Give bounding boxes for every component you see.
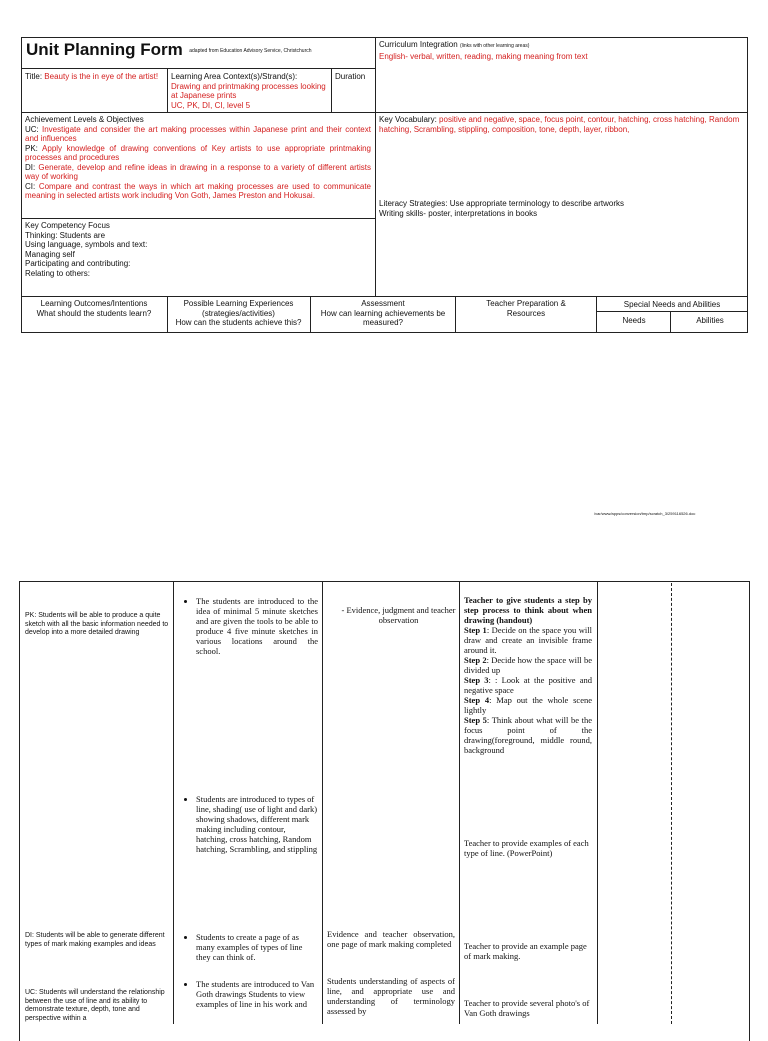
ci-text: Compare and contrast the ways in which art making processes are used to communicate meaning in selected artists work including Von Goth, James Preston and Hokusai.	[25, 181, 371, 200]
form-special-line	[596, 311, 748, 312]
header-special: Special Needs and Abilities	[623, 300, 721, 309]
experience-van-goth-item: • The students are introduced to Van Goth drawings Students to view examples of line in his work and	[196, 979, 318, 1009]
col-divider-2	[322, 581, 323, 1024]
col-divider-4	[597, 581, 598, 1024]
literacy-text-2: Writing skills- poster, interpretations in books	[379, 208, 538, 218]
form-line-title-top	[21, 68, 375, 69]
experience-line-types	[184, 794, 318, 854]
step-1-text: : Decide on the space you will draw and create an invisible frame around it.	[464, 625, 592, 655]
assessment-mark-page: Evidence and teacher observation, one page of mark making completed	[327, 929, 455, 949]
header-experiences-question: How can the students achieve this?	[175, 318, 302, 327]
step-3-text: : : Look at the positive and negative space	[464, 675, 592, 695]
di-outcome: DI: Students will be able to generate different types of mark making examples and ideas	[25, 932, 165, 948]
unit-title-cell	[25, 72, 163, 82]
vocabulary-cell	[379, 115, 744, 134]
form-header-divider-3	[455, 296, 456, 333]
teacher-mark-page: Teacher to provide an example page of mark making.	[464, 941, 587, 961]
curriculum-label: Curriculum Integration	[379, 40, 458, 49]
step-4	[464, 695, 592, 715]
form-title	[26, 40, 312, 60]
duration-label: Duration	[335, 72, 366, 81]
step-4-text: : Map out the whole scene lightly	[464, 695, 592, 715]
header-outcomes-question: What should the students learn?	[36, 308, 152, 318]
header-experiences-title: Possible Learning Experiences	[183, 299, 294, 308]
uc-outcome: UC: Students will understand the relationship between the use of line and its ability to demonstrate texture, depth, tone and perspective within a	[25, 989, 165, 1022]
needs-abilities-dash	[671, 583, 672, 1024]
learning-area-label: Learning Area Context(s)/Strand(s):	[171, 72, 298, 81]
assessment-line-understanding: Students understanding of aspects of line, and appropriate use and understanding of terminology assessed by	[327, 976, 455, 1016]
literacy-text: Use appropriate terminology to describe artworks	[449, 199, 625, 208]
step-4-label: Step 4	[464, 695, 490, 705]
literacy-cell	[379, 199, 744, 218]
form-line-competency-top	[21, 218, 375, 219]
step-3	[464, 675, 592, 695]
competency-item: Using language, symbols and text:	[25, 240, 148, 249]
objective-di	[25, 163, 371, 182]
competency-cell	[25, 221, 371, 278]
objective-pk	[25, 144, 371, 163]
step-5-label: Step 5	[464, 715, 487, 725]
curriculum-note: (links with other learning areas)	[459, 43, 530, 49]
objective-ci	[25, 182, 371, 201]
experience-sketches-item: • The students are introduced to the idea of minimal 5 minute sketches and are given the tools to be able to produce 4 five minute sketches in various locations around the school.	[196, 596, 318, 656]
uc-label: UC:	[25, 124, 39, 134]
form-header-divider-1	[167, 296, 168, 333]
form-center-divider	[375, 37, 376, 296]
teacher-intro: Teacher to give students a step by step process to think about when drawing (handout)	[464, 595, 592, 625]
competency-item: Managing self	[25, 249, 75, 259]
unit-title-value: Beauty is the in eye of the artist!	[44, 72, 159, 81]
header-assessment	[318, 299, 448, 328]
form-title-divider	[167, 68, 168, 112]
experience-mark-page	[184, 932, 318, 962]
header-experiences-sub: (strategies/activities)	[202, 308, 275, 318]
form-line-achievement-top	[21, 112, 748, 113]
header-abilities: Abilities	[696, 316, 724, 325]
form-header-divider-4	[596, 296, 597, 333]
header-outcomes-title: Learning Outcomes/Intentions	[40, 299, 148, 308]
vocab-text: positive and negative, space, focus point, contour, hatching, cross hatching, Random hatching, Scrambling, stippling, composition, tone, depth, layer, ribbon,	[379, 115, 740, 134]
ci-label: CI:	[25, 181, 36, 191]
experience-mark-page-item: • Students to create a page of as many examples of types of line they can think of.	[196, 932, 318, 962]
experience-line-types-item: • Students are introduced to types of line, shading( use of light and dark) showing shadows, different mark making including contour, hatching, cross hatching, Random hatching, Scrambling, and stippling	[196, 794, 318, 854]
achievement-cell	[25, 115, 371, 201]
competency-heading: Key Competency Focus	[25, 221, 110, 230]
di-text: Generate, develop and refine ideas in drawing in a response to a variety of different artists way of working	[25, 162, 371, 181]
achievement-heading: Achievement Levels & Objectives	[25, 115, 144, 124]
step-2-label: Step 2	[464, 655, 487, 665]
step-2	[464, 655, 592, 675]
col-divider-3	[459, 581, 460, 1024]
teacher-line-examples: Teacher to provide examples of each type of line. (PowerPoint)	[464, 838, 589, 858]
vocab-label: Key Vocabulary:	[379, 115, 437, 124]
form-header-divider-2	[310, 296, 311, 333]
col-divider-1	[173, 581, 174, 1024]
step-1	[464, 625, 592, 655]
form-needs-divider	[670, 311, 671, 333]
header-assessment-question: How can learning achievements be measured?	[320, 308, 446, 327]
form-duration-divider	[331, 68, 332, 112]
form-line-headers-top	[21, 296, 748, 297]
step-3-label: Step 3	[464, 675, 489, 685]
learning-area-cell	[171, 72, 327, 110]
di-label: DI:	[25, 162, 36, 172]
competency-item: Participating and contributing:	[25, 259, 131, 268]
header-teacher: Teacher Preparation & Resources	[486, 299, 566, 318]
header-assessment-title: Assessment	[361, 299, 405, 308]
experience-sketches	[184, 596, 318, 656]
objective-uc	[25, 125, 371, 144]
teacher-steps	[464, 595, 592, 755]
uc-text: Investigate and consider the art making processes within Japanese print and their context and influences	[25, 124, 371, 143]
pk-text: Apply knowledge of drawing conventions of Key artists to use appropriate printmaking processes and procedures	[25, 143, 372, 162]
step-5-text: : Think about what will be the focus point of the drawing(foreground, middle round, background	[464, 715, 592, 755]
curriculum-value: English- verbal, written, reading, making meaning from text	[379, 51, 588, 61]
teacher-van-goth-photos: Teacher to provide several photo's of Van Goth drawings	[464, 998, 590, 1018]
learning-area-value: Drawing and printmaking processes looking at Japanese prints	[171, 81, 326, 100]
literacy-label: Literacy Strategies:	[379, 199, 448, 208]
learning-area-levels: UC, PK, DI, CI, level 5	[171, 100, 251, 110]
unit-title-label: Title:	[25, 72, 43, 81]
experience-van-goth	[184, 979, 318, 1009]
pk-outcome: PK: Students will be able to produce a quite sketch with all the basic information needed to develop into a more detailed drawing	[25, 612, 169, 636]
curriculum-integration	[379, 40, 744, 61]
form-title-text: Unit Planning Form	[26, 40, 183, 59]
file-path: /var/www/apps/conversion/tmp/scratch_3/259116526.doc	[594, 511, 696, 516]
step-2-text: : Decide how the space will be divided up	[464, 655, 592, 675]
step-1-label: Step 1	[464, 625, 487, 635]
form-subtitle: adapted from Education Advisory Service, Christchurch	[189, 47, 312, 54]
competency-item: Relating to others:	[25, 268, 90, 278]
pk-label: PK:	[25, 143, 38, 153]
header-outcomes	[23, 299, 165, 318]
step-5	[464, 715, 592, 755]
header-needs: Needs	[622, 316, 646, 325]
competency-item: Thinking: Students are	[25, 230, 106, 240]
header-experiences	[169, 299, 308, 328]
lesson-table	[19, 581, 750, 1041]
assessment-evidence: - Evidence, judgment and teacher observation	[341, 605, 456, 625]
